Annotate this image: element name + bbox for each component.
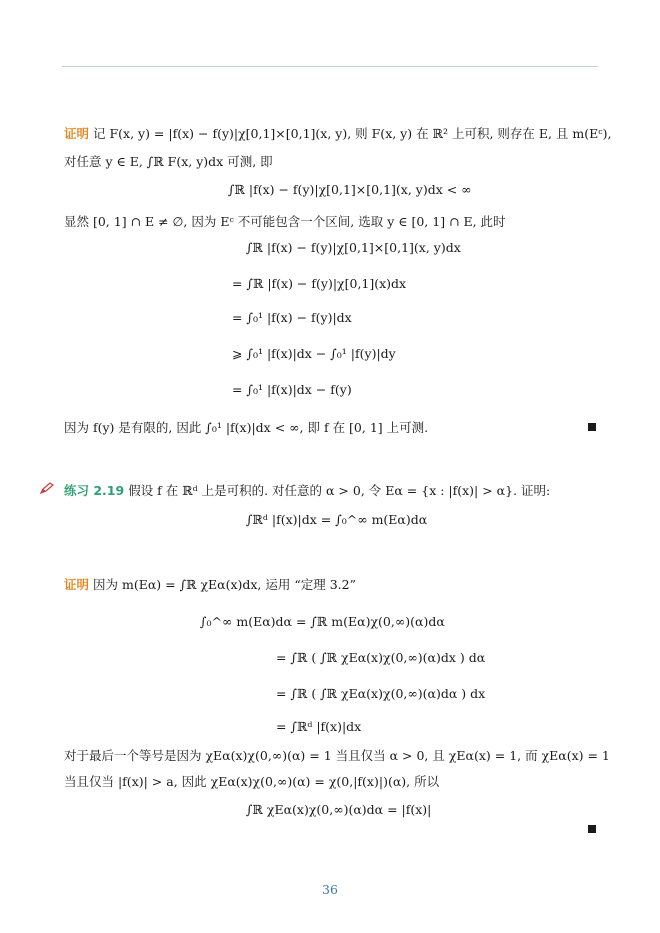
proof2-line3: 当且仅当 |f(x)| > a, 因此 χEα(x)χ(0,∞)(α) = χ(0,|f(x)|)(α), 所以: [64, 774, 440, 789]
proof1-chain-2: = ∫₀¹ |f(x) − f(y)|dx: [232, 310, 352, 325]
qed-mark-2: [588, 825, 596, 833]
page-number: 36: [322, 882, 338, 897]
proof1-chain-1: = ∫ℝ |f(x) − f(y)|χ[0,1](x)dx: [232, 276, 407, 291]
proof1-display1: ∫ℝ |f(x) − f(y)|χ[0,1]×[0,1](x, y)dx < ∞: [228, 182, 472, 197]
qed-mark-1: [588, 423, 596, 431]
exercise-statement-line: [64, 481, 550, 499]
proof1-label: 证明: [64, 126, 90, 141]
proof2-chain-2: = ∫ℝ ( ∫ℝ χEα(x)χ(0,∞)(α)dα ) dx: [276, 686, 486, 701]
proof1-line2: 对任意 y ∈ E, ∫ℝ F(x, y)dx 可测, 即: [64, 154, 273, 169]
proof2-chain-3: = ∫ℝᵈ |f(x)|dx: [276, 719, 362, 734]
proof2-chain-0: ∫₀^∞ m(Eα)dα = ∫ℝ m(Eα)χ(0,∞)(α)dα: [200, 614, 445, 629]
proof1-chain-4: = ∫₀¹ |f(x)|dx − f(y): [232, 382, 352, 397]
proof2-chain-1: = ∫ℝ ( ∫ℝ χEα(x)χ(0,∞)(α)dx ) dα: [276, 650, 486, 665]
proof1-line1: [64, 124, 611, 142]
pencil-icon: [40, 482, 54, 494]
proof1-conclusion: 因为 f(y) 是有限的, 因此 ∫₀¹ |f(x)|dx < ∞, 即 f 在 [0, 1] 上可测.: [64, 420, 429, 435]
proof1-chain-3: ⩾ ∫₀¹ |f(x)|dx − ∫₀¹ |f(y)|dy: [232, 346, 396, 361]
proof2-line1: [64, 575, 356, 593]
proof2-line2: 对于最后一个等号是因为 χEα(x)χ(0,∞)(α) = 1 当且仅当 α > 0, 且 χEα(x) = 1, 而 χEα(x) = 1: [64, 748, 610, 763]
proof1-chain-0: ∫ℝ |f(x) − f(y)|χ[0,1]×[0,1](x, y)dx: [246, 240, 461, 255]
proof2-label: 证明: [64, 577, 90, 592]
header-rule: [62, 66, 598, 67]
exercise-display: ∫ℝᵈ |f(x)|dx = ∫₀^∞ m(Eα)dα: [246, 512, 428, 527]
proof2-line1-text: 因为 m(Eα) = ∫ℝ χEα(x)dx, 运用 “定理 3.2”: [93, 577, 356, 592]
exercise-label: 练习 2.19: [64, 483, 125, 498]
proof1-line3: 显然 [0, 1] ∩ E ≠ ∅, 因为 Eᶜ 不可能包含一个区间, 选取 y ∈ [0, 1] ∩ E, 此时: [64, 214, 506, 229]
proof2-display: ∫ℝ χEα(x)χ(0,∞)(α)dα = |f(x)|: [246, 802, 432, 817]
exercise-statement: 假设 f 在 ℝᵈ 上是可积的. 对任意的 α > 0, 令 Eα = {x : |f(x)| > α}. 证明:: [128, 483, 551, 498]
proof1-line1-text: 记 F(x, y) = |f(x) − f(y)|χ[0,1]×[0,1](x, y), 则 F(x, y) 在 ℝ² 上可积, 则存在 E, 且 m(Eᶜ),: [93, 126, 612, 141]
